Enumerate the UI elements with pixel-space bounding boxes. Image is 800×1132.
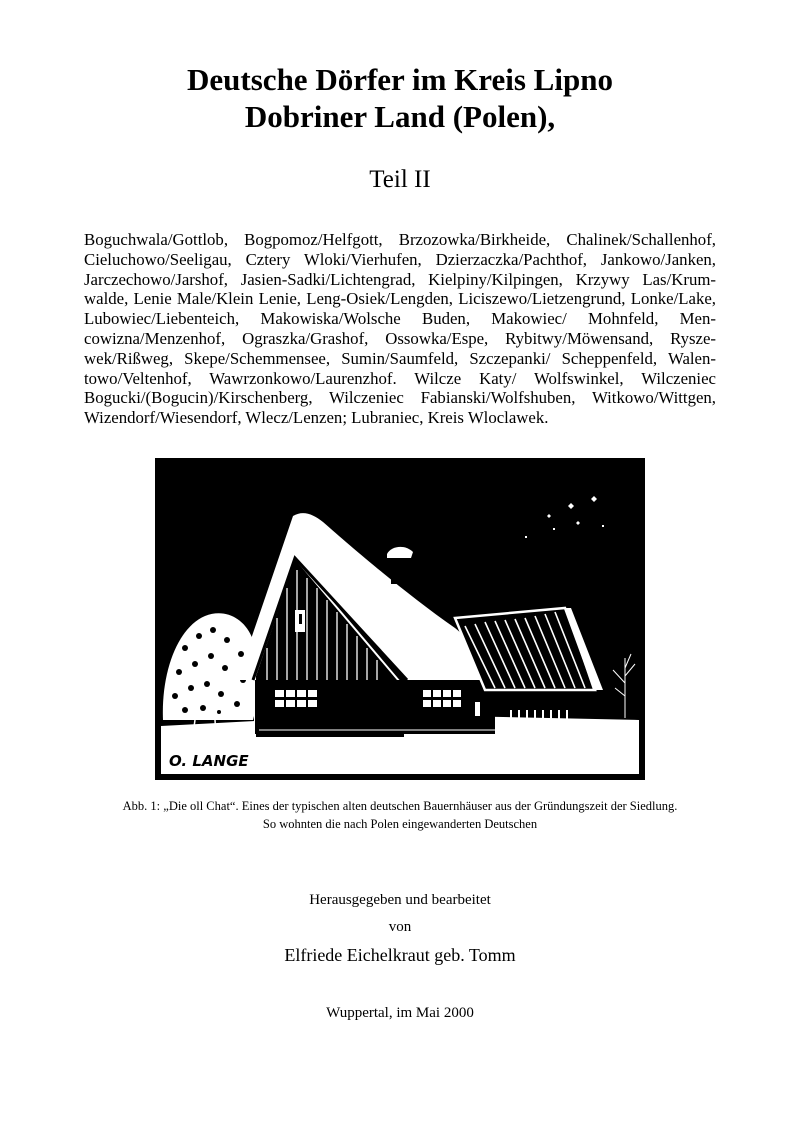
village-list: Boguchwala/Gottlob, Bogpomoz/Helfgott, Brzozowka/Birkheide, Chalinek/Schallenhof, Cieluchowo/Seeligau, Cztery Wloki/Vierhufen, Dzierzaczka/Pachthof, Jankowo/Janken, Jarczechowo/Jarshof, Jasien-Sadki/Lichtengrad, Kielpiny/Kilpingen, Krzywy Las/Krumwalde, Lenie Male/Klein Lenie, Leng-Osiek/Lengden, Liciszewo/Lietzengrund, Lonke/​Lake, Lubowiec/Liebenteich, Makowiska/Wolsche Buden, Makowiec/ Mohnfeld, Mencowizna/Menzenhof, Ograszka/Grashof, Ossowka/Espe, Rybitwy/Möwensand, Ryszewek/Rißweg, Skepe/Schemmensee, Sumin/Saumfeld, Szczepanki/ Scheppenfeld, Walentowo/Veltenhof, Wawrzonkowo/Laurenzhof. Wilcze Katy/ Wolfswinkel, Wilczeniec Bogucki/(Bogucin)/Kirschenberg, Wilczeniec Fabianski/Wolfshuben, Witkowo/Wittgen, Wizendorf/Wiesendorf, Wlecz/Lenzen; Lubraniec, Kreis Wloclawek. (84, 230, 716, 428)
edited-by-line: Herausgegeben und bearbeitet (309, 892, 491, 908)
von-line: von (388, 919, 412, 935)
title-line-2: Dobriner Land (Polen), (244, 99, 556, 134)
woodcut-illustration (155, 458, 645, 780)
artist-signature: O. LANGE (169, 752, 249, 770)
place-date: Wuppertal, im Mai 2000 (326, 1005, 474, 1021)
author-name: Elfriede Eichelkraut geb. Tomm (284, 945, 516, 965)
title-line-1: Deutsche Dörfer im Kreis Lipno (187, 62, 613, 97)
figure-caption: Abb. 1: „Die oll Chat“. Eines der typischen alten deutschen Bauernhäuser aus der Gründungszeit der Siedlung. So wohnten die nach Polen eingewanderten Deutschen (122, 799, 678, 831)
subtitle: Teil II (369, 166, 431, 193)
